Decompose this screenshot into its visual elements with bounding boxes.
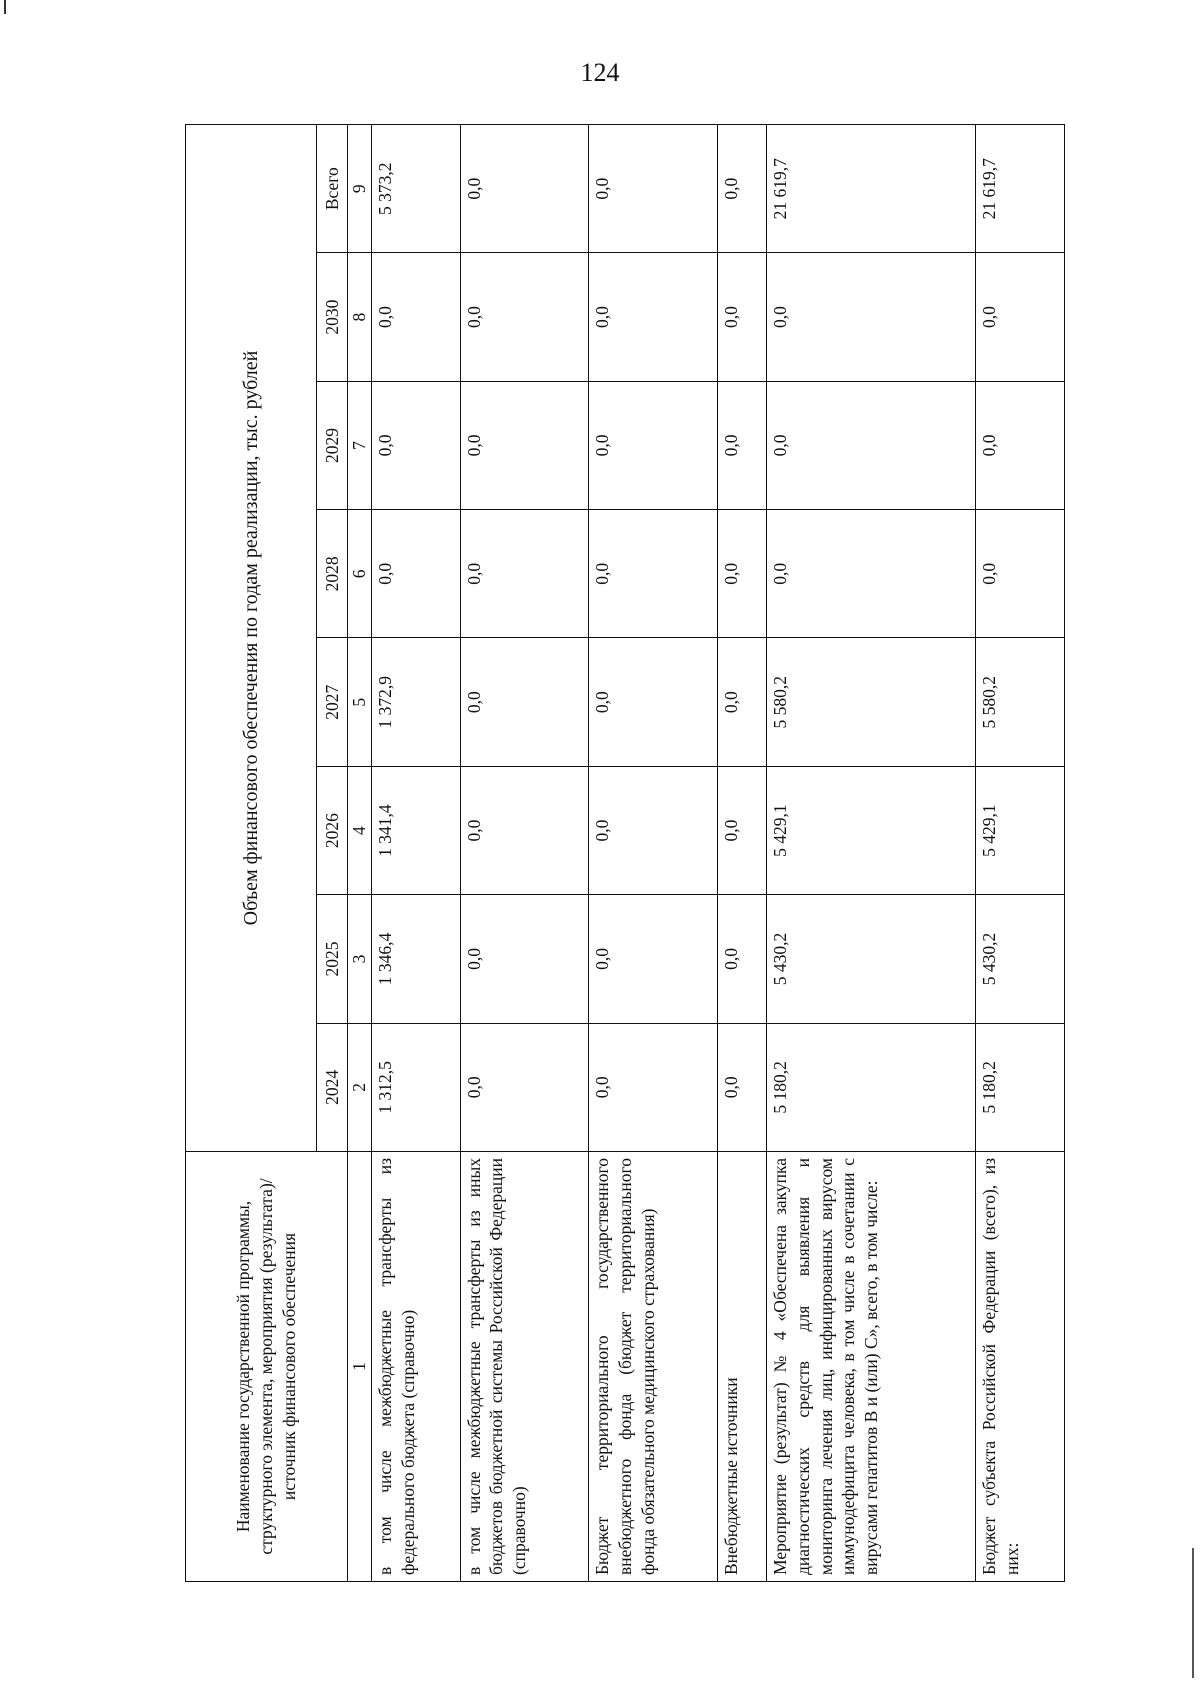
column-number: 9 (348, 125, 372, 253)
table-row (718, 125, 767, 1582)
cell-value: 0,0 (589, 381, 718, 509)
column-number: 5 (348, 638, 372, 766)
column-number: 8 (348, 253, 372, 381)
year-header: 2029 (317, 381, 348, 509)
table-row (767, 125, 976, 1582)
row-name: Внебюджетные источники (718, 1152, 767, 1582)
cell-value: 0,0 (460, 381, 589, 509)
cell-total: 5 373,2 (371, 125, 460, 253)
row-name: Бюджет субъекта Российской Федерации (всего), из них: (976, 1152, 1065, 1582)
cell-total: 0,0 (460, 125, 589, 253)
table-row (976, 125, 1065, 1582)
year-header: 2028 (317, 510, 348, 638)
cell-value: 0,0 (460, 895, 589, 1023)
cell-value: 1 372,9 (371, 638, 460, 766)
page-number: 124 (580, 58, 620, 87)
cell-value: 0,0 (976, 510, 1065, 638)
cell-value: 0,0 (718, 895, 767, 1023)
cell-value: 0,0 (589, 510, 718, 638)
cell-value: 5 580,2 (976, 638, 1065, 766)
table-row (589, 125, 718, 1582)
cell-value: 0,0 (718, 1023, 767, 1151)
cell-value: 0,0 (718, 381, 767, 509)
cell-value: 0,0 (976, 381, 1065, 509)
cell-value: 0,0 (460, 638, 589, 766)
scan-edge-mark (1192, 1548, 1194, 1678)
year-header: 2027 (317, 638, 348, 766)
name-column-header: Наименование государственной программы, структурного элемента, мероприятия (результата)/источник финансового обеспечения (186, 1152, 348, 1582)
table-row (371, 125, 460, 1582)
column-number: 6 (348, 510, 372, 638)
cell-value: 0,0 (718, 638, 767, 766)
cell-value: 5 430,2 (976, 895, 1065, 1023)
cell-value: 0,0 (589, 766, 718, 894)
cell-value: 5 180,2 (767, 1023, 976, 1151)
cell-value: 0,0 (371, 510, 460, 638)
year-header: 2024 (317, 1023, 348, 1151)
year-header: 2026 (317, 766, 348, 894)
cell-value: 0,0 (767, 381, 976, 509)
cell-value: 0,0 (718, 253, 767, 381)
cell-value: 0,0 (460, 510, 589, 638)
cell-total: 0,0 (589, 125, 718, 253)
cell-value: 0,0 (718, 766, 767, 894)
cell-value: 0,0 (460, 253, 589, 381)
cell-value: 1 312,5 (371, 1023, 460, 1151)
cell-value: 1 341,4 (371, 766, 460, 894)
column-number: 4 (348, 766, 372, 894)
column-number: 1 (348, 1152, 372, 1582)
cell-value: 5 430,2 (767, 895, 976, 1023)
cell-value: 0,0 (460, 766, 589, 894)
cell-total: 0,0 (718, 125, 767, 253)
cell-value: 5 180,2 (976, 1023, 1065, 1151)
column-number: 7 (348, 381, 372, 509)
table-row (460, 125, 589, 1582)
cell-value: 0,0 (767, 253, 976, 381)
cell-value: 5 429,1 (976, 766, 1065, 894)
row-name: в том числе межбюджетные трансферты из иных бюджетов бюджетной системы Российской Федерации (справочно) (460, 1152, 589, 1582)
rotated-table-container (185, 124, 1065, 1582)
financing-table (185, 124, 1065, 1582)
cell-total: 21 619,7 (767, 125, 976, 253)
cell-value: 0,0 (371, 381, 460, 509)
cell-value: 0,0 (589, 1023, 718, 1151)
cell-value: 0,0 (976, 253, 1065, 381)
cell-value: 0,0 (718, 510, 767, 638)
cell-value: 1 346,4 (371, 895, 460, 1023)
cell-value: 0,0 (589, 638, 718, 766)
scan-edge-mark (4, 0, 6, 14)
row-name: Бюджет территориального государственного внебюджетного фонда (бюджет территориального фонда обязательного медицинского страхования) (589, 1152, 718, 1582)
cell-value: 0,0 (767, 510, 976, 638)
total-header: Всего (317, 125, 348, 253)
cell-value: 0,0 (589, 253, 718, 381)
cell-value: 0,0 (371, 253, 460, 381)
year-header: 2030 (317, 253, 348, 381)
cell-value: 0,0 (589, 895, 718, 1023)
cell-value: 0,0 (460, 1023, 589, 1151)
column-number: 3 (348, 895, 372, 1023)
row-name: в том числе межбюджетные трансферты из федерального бюджета (справочно) (371, 1152, 460, 1582)
column-number: 2 (348, 1023, 372, 1151)
year-header: 2025 (317, 895, 348, 1023)
cell-value: 5 429,1 (767, 766, 976, 894)
cell-value: 5 580,2 (767, 638, 976, 766)
financing-caption: Объем финансового обеспечения по годам реализации, тыс. рублей (186, 125, 317, 1152)
row-name: Мероприятие (результат) № 4 «Обеспечена закупка диагностических средств для выявления и мониторинга лечения лиц, инфицированных вирусом иммунодефицита человека, в том числе в сочетании с вирусами гепатитов В и (или) С», всего, в том числе: (767, 1152, 976, 1582)
cell-total: 21 619,7 (976, 125, 1065, 253)
